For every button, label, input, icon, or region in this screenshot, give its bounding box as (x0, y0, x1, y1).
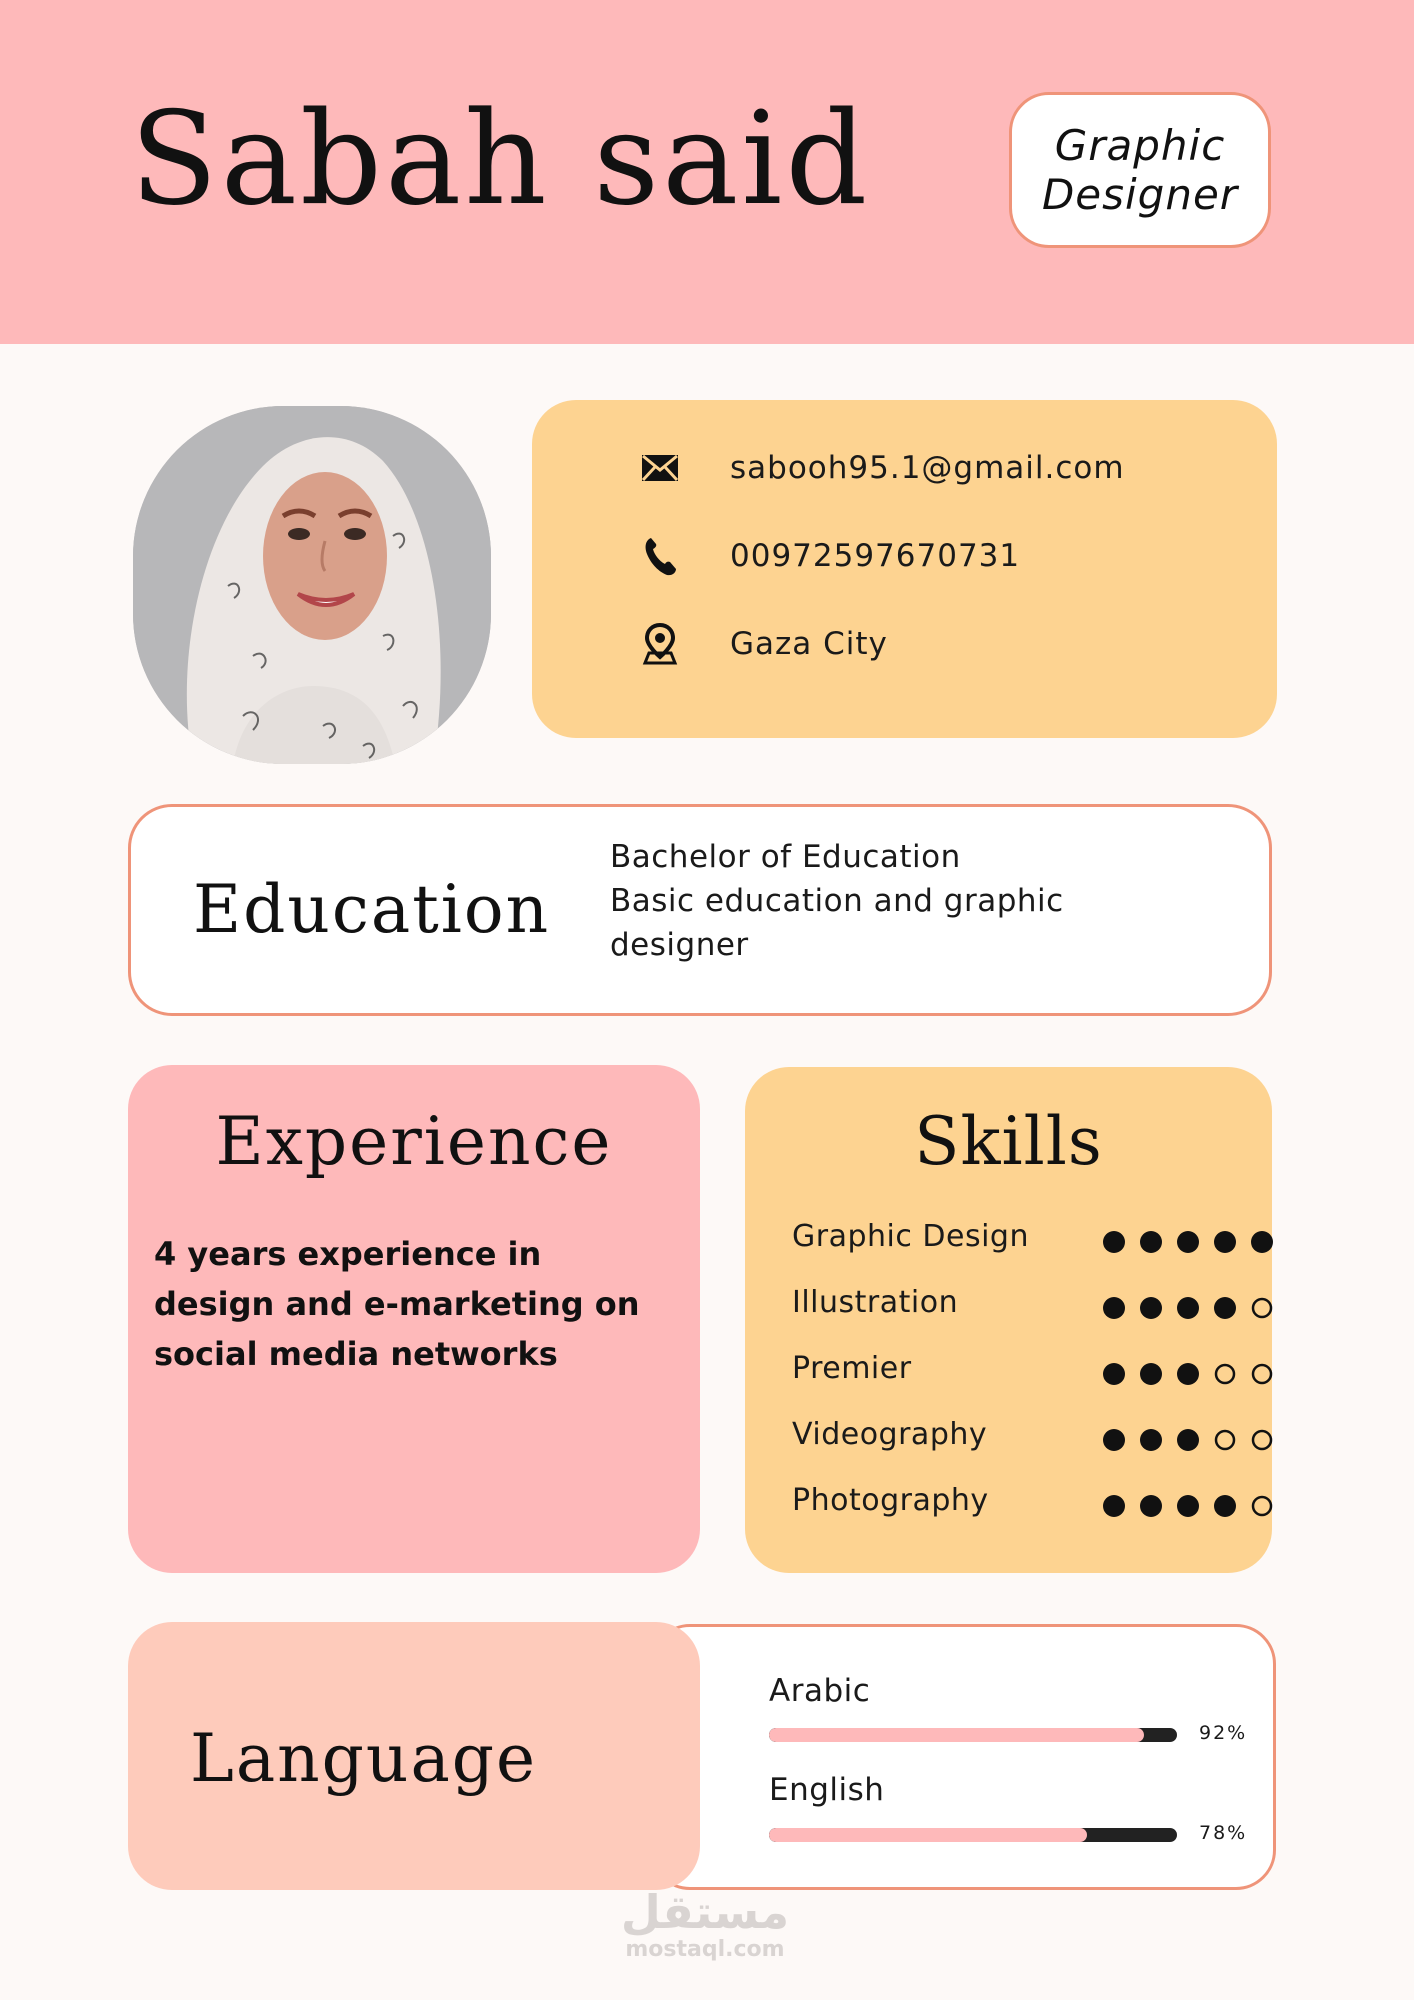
rating-dot-filled (1177, 1495, 1199, 1517)
experience-description: 4 years experience in design and e-marketing on social media networks (154, 1235, 640, 1373)
header-banner (0, 0, 1414, 344)
skill-rating (1101, 1295, 1281, 1321)
education-details (610, 835, 1170, 967)
language-name: Arabic (769, 1673, 871, 1709)
rating-dot-filled (1140, 1297, 1162, 1319)
skills-section (745, 1067, 1272, 1573)
watermark-logo-arabic: مستقل (620, 1885, 790, 1939)
contact-email-row (640, 448, 1125, 488)
skill-row (792, 1285, 1242, 1325)
language-progress-bar (769, 1728, 1177, 1742)
language-progress-bar (769, 1828, 1177, 1842)
language-progress-fill (769, 1728, 1144, 1742)
experience-title: Experience (215, 1103, 613, 1180)
rating-dot-empty (1253, 1497, 1271, 1515)
contact-email[interactable]: sabooh95.1@gmail.com (730, 450, 1125, 486)
rating-dot-empty (1253, 1431, 1271, 1449)
language-name: English (769, 1772, 885, 1808)
rating-dot-empty (1216, 1365, 1234, 1383)
watermark (615, 1886, 795, 1962)
phone-icon (640, 536, 680, 576)
watermark-url: mostaql.com (625, 1937, 785, 1962)
rating-dot-empty (1216, 1431, 1234, 1449)
skill-rating (1101, 1427, 1281, 1453)
skill-rating (1101, 1361, 1281, 1387)
language-progress-fill (769, 1828, 1087, 1842)
rating-dot-filled (1214, 1297, 1236, 1319)
skill-name: Photography (792, 1483, 989, 1518)
profile-photo (133, 406, 491, 764)
education-title: Education (193, 871, 551, 948)
skill-rating (1101, 1493, 1281, 1519)
portrait-illustration (133, 406, 491, 764)
language-section (128, 1622, 700, 1890)
envelope-icon (640, 448, 680, 488)
rating-dot-filled (1177, 1429, 1199, 1451)
rating-dot-filled (1177, 1363, 1199, 1385)
contact-location-row (640, 624, 888, 664)
rating-dot-filled (1103, 1297, 1125, 1319)
language-percent: 78% (1199, 1822, 1248, 1844)
job-title-badge (1009, 92, 1271, 248)
rating-dot-filled (1103, 1363, 1125, 1385)
map-pin-icon (640, 624, 680, 664)
language-panel-outline (650, 1624, 1276, 1890)
rating-dot-filled (1177, 1231, 1199, 1253)
rating-dot-filled (1214, 1231, 1236, 1253)
skill-name: Illustration (792, 1285, 959, 1320)
experience-section (128, 1065, 700, 1573)
contact-location: Gaza City (730, 626, 888, 662)
rating-dot-filled (1103, 1231, 1125, 1253)
contact-phone-row (640, 536, 1020, 576)
rating-dot-filled (1103, 1429, 1125, 1451)
skill-name: Videography (792, 1417, 988, 1452)
language-title: Language (190, 1720, 538, 1797)
contact-phone[interactable]: 00972597670731 (730, 538, 1021, 574)
rating-dot-filled (1140, 1495, 1162, 1517)
rating-dot-filled (1140, 1231, 1162, 1253)
person-name: Sabah said (130, 85, 871, 234)
rating-dot-filled (1140, 1363, 1162, 1385)
rating-dot-empty (1253, 1365, 1271, 1383)
skill-row (792, 1219, 1242, 1259)
skill-name: Premier (792, 1351, 912, 1386)
skill-row (792, 1483, 1242, 1523)
skill-rating (1101, 1229, 1281, 1255)
skill-name: Graphic Design (792, 1219, 1029, 1254)
education-section (128, 804, 1272, 1016)
rating-dot-filled (1177, 1297, 1199, 1319)
skill-row (792, 1351, 1242, 1391)
language-percent: 92% (1199, 1722, 1248, 1744)
rating-dot-empty (1253, 1299, 1271, 1317)
rating-dot-filled (1140, 1429, 1162, 1451)
rating-dot-filled (1214, 1495, 1236, 1517)
skills-title: Skills (914, 1103, 1103, 1180)
job-title: Graphic Designer (1041, 121, 1239, 219)
rating-dot-filled (1251, 1231, 1273, 1253)
skill-row (792, 1417, 1242, 1457)
education-line: Basic education and graphic designer (610, 883, 1064, 963)
rating-dot-filled (1103, 1495, 1125, 1517)
education-line: Bachelor of Education (610, 839, 961, 875)
contact-card (532, 400, 1277, 738)
